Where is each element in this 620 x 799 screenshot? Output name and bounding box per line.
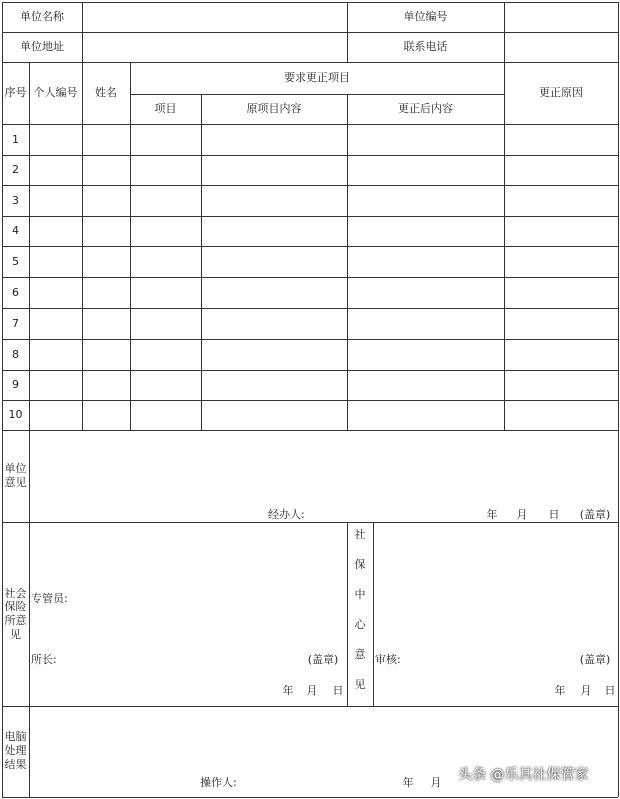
center-label-char: 心 bbox=[354, 618, 366, 631]
center-label-char: 意 bbox=[354, 648, 366, 661]
date-month: 月 bbox=[580, 684, 592, 698]
date-year: 年 bbox=[402, 776, 414, 790]
contact-phone-field[interactable] bbox=[504, 32, 618, 62]
unit-opinion-field[interactable] bbox=[29, 430, 618, 522]
watermark: 头条 @乐其社保管家 bbox=[458, 767, 589, 783]
contact-phone-label: 联系电话 bbox=[403, 40, 448, 54]
row-number: 8 bbox=[12, 347, 19, 361]
seq-header: 序号 bbox=[4, 86, 27, 100]
row-number: 2 bbox=[12, 163, 19, 177]
unit-opinion-label-line2: 意见 bbox=[4, 476, 27, 489]
seal-note: (盖章) bbox=[579, 508, 611, 522]
corrected-content-header: 更正后内容 bbox=[398, 102, 453, 116]
row-number: 5 bbox=[12, 254, 19, 268]
date-year: 年 bbox=[282, 684, 294, 698]
center-label-char: 社 bbox=[354, 528, 366, 541]
social-office-field[interactable] bbox=[29, 522, 347, 706]
social-office-label-line: 所意 bbox=[4, 614, 27, 627]
center-label-char: 保 bbox=[354, 558, 366, 571]
unit-address-label: 单位地址 bbox=[20, 40, 64, 54]
row-number: 9 bbox=[12, 378, 19, 392]
review-label: 审核: bbox=[375, 653, 401, 667]
unit-name-field[interactable] bbox=[82, 2, 347, 32]
director-label: 所长: bbox=[31, 653, 57, 667]
seal-note: (盖章) bbox=[307, 653, 339, 667]
row-number: 7 bbox=[12, 316, 19, 330]
unit-opinion-label-line1: 单位 bbox=[4, 462, 27, 476]
handler-label: 经办人: bbox=[268, 508, 305, 522]
center-label-char: 中 bbox=[354, 588, 366, 601]
social-office-label-line: 社会 bbox=[4, 586, 27, 600]
computer-result-label-line: 结果 bbox=[4, 757, 27, 771]
computer-result-label-line: 处理 bbox=[4, 743, 27, 757]
name-header: 姓名 bbox=[95, 86, 117, 100]
center-opinion-field[interactable] bbox=[373, 522, 618, 706]
center-opinion-label bbox=[347, 522, 373, 706]
unit-code-field[interactable] bbox=[504, 2, 618, 32]
date-month: 月 bbox=[516, 508, 528, 522]
date-day: 日 bbox=[604, 684, 616, 698]
date-year: 年 bbox=[486, 508, 498, 522]
date-day: 日 bbox=[548, 508, 560, 522]
row-number: 4 bbox=[12, 224, 19, 238]
social-office-label-line: 保险 bbox=[4, 600, 27, 614]
seal-note: (盖章) bbox=[579, 653, 611, 667]
computer-result-label-line: 电脑 bbox=[4, 730, 27, 743]
date-month: 月 bbox=[306, 684, 318, 698]
row-number: 10 bbox=[8, 408, 23, 422]
item-header: 项目 bbox=[154, 102, 177, 116]
social-office-label-line: 见 bbox=[10, 627, 21, 641]
personal-id-header: 个人编号 bbox=[33, 86, 78, 100]
row-number: 1 bbox=[12, 132, 19, 146]
date-year: 年 bbox=[554, 684, 566, 698]
center-label-char: 见 bbox=[354, 678, 366, 691]
change-items-header: 要求更正项目 bbox=[284, 71, 350, 85]
row-number: 3 bbox=[12, 193, 19, 207]
row-number: 6 bbox=[12, 285, 19, 299]
unit-opinion-label bbox=[2, 430, 29, 522]
unit-name-label: 单位名称 bbox=[20, 10, 64, 24]
date-day: 日 bbox=[332, 684, 344, 698]
computer-result-label bbox=[2, 706, 29, 797]
original-content-header: 原项目内容 bbox=[246, 102, 302, 116]
date-month: 月 bbox=[430, 776, 442, 790]
operator-label: 操作人: bbox=[200, 776, 237, 790]
reason-header: 更正原因 bbox=[539, 86, 583, 100]
social-office-label bbox=[2, 522, 29, 706]
unit-address-field[interactable] bbox=[82, 32, 347, 62]
manager-label: 专管员: bbox=[31, 592, 68, 606]
unit-code-label: 单位编号 bbox=[403, 10, 448, 24]
